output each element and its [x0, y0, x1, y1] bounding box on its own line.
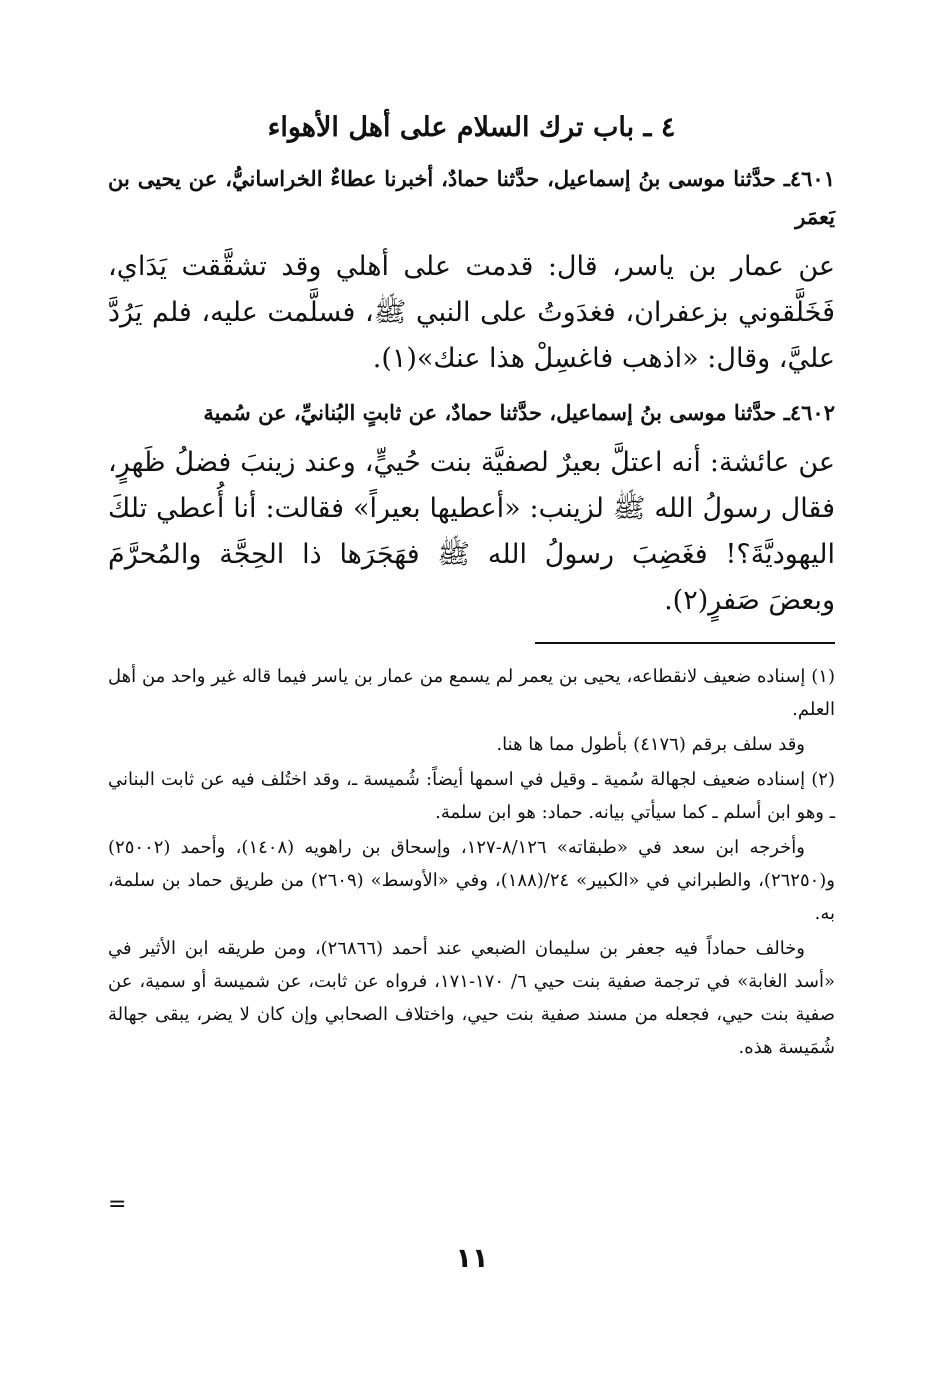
- continuation-mark: =: [108, 1192, 127, 1217]
- hadith-4601-matn: عن عمار بن ياسر، قال: قدمت على أهلي وقد تشقَّقت يَدَاي، فَخَلَّقوني بزعفران، فغدَوتُ على النبي ﷺ، فسلَّمت عليه، فلم يَرُدَّ عليَّ، وقال: «اذهب فاغسِلْ هذا عنك»(١).: [108, 251, 835, 374]
- page-body: [108, 108, 835, 1066]
- chapter-title: ٤ ـ باب ترك السلام على أهل الأهواء: [267, 112, 676, 143]
- page-number: ١١: [455, 1243, 489, 1274]
- footnotes: [108, 660, 835, 1064]
- footnote-2: (٢) إسناده ضعيف لجهالة سُمية ـ وقيل في اسمها أيضاً: شُميسة ـ، وقد اختُلف فيه عن ثابت البناني ـ وهو ابن أسلم ـ كما سيأتي بيانه. حماد: هو ابن سلمة.: [108, 769, 835, 823]
- footnote-2-cont-1: وأخرجه ابن سعد في «طبقاته» ٨/١٢٦-١٢٧، وإسحاق بن راهويه (١٤٠٨)، وأحمد (٢٥٠٠٢) و(٢٦٢٥٠)، والطبراني في «الكبير» ٢٤/(١٨٨)، وفي «الأوسط» (٢٦٠٩) من طريق حماد بن سلمة، به.: [108, 837, 835, 924]
- footnote-1-cont: وقد سلف برقم (٤١٧٦) بأطول مما ها هنا.: [496, 734, 805, 755]
- footnote-1: (١) إسناده ضعيف لانقطاعه، يحيى بن يعمر لم يسمع من عمار بن ياسر فيما قاله غير واحد من أهل العلم.: [108, 666, 835, 720]
- footnote-2-cont-2: وخالف حماداً فيه جعفر بن سليمان الضبعي عند أحمد (٢٦٨٦٦)، ومن طريقه ابن الأثير في «أسد الغابة» في ترجمة صفية بنت حيي ٦/ ١٧٠-١٧١، فرواه عن ثابت، عن شميسة أو سمية، عن صفية بنت حيي، فجعله من مسند صفية بنت حيي، واختلاف الصحابي وإن كان لا يضر، يبقى جهالة شُمَيسة هذه.: [108, 938, 835, 1058]
- hadith-4602-matn: عن عائشة: أنه اعتلَّ بعيرٌ لصفيَّة بنت حُييٍّ، وعند زينبَ فضلُ ظَهرٍ، فقال رسولُ الله ﷺ لزينب: «أعطيها بعيراً» فقالت: أنا أُعطي تلكَ اليهوديَّةَ؟! فغَضِبَ رسولُ الله ﷺ فهَجَرَها ذا الحِجَّة والمُحرَّمَ وبعضَ صَفرٍ(٢).: [108, 447, 835, 616]
- hadith-4602-isnad: ٤٦٠٢ـ حدَّثنا موسى بنُ إسماعيل، حدَّثنا حمادٌ، عن ثابتٍ البُنانيِّ، عن سُمية: [203, 400, 835, 425]
- footnote-divider: [535, 642, 835, 644]
- hadith-4601-isnad: ٤٦٠١ـ حدَّثنا موسى بنُ إسماعيل، حدَّثنا حمادٌ، أخبرنا عطاءٌ الخراسانيُّ، عن يحيى بن يَعمَر: [108, 166, 835, 229]
